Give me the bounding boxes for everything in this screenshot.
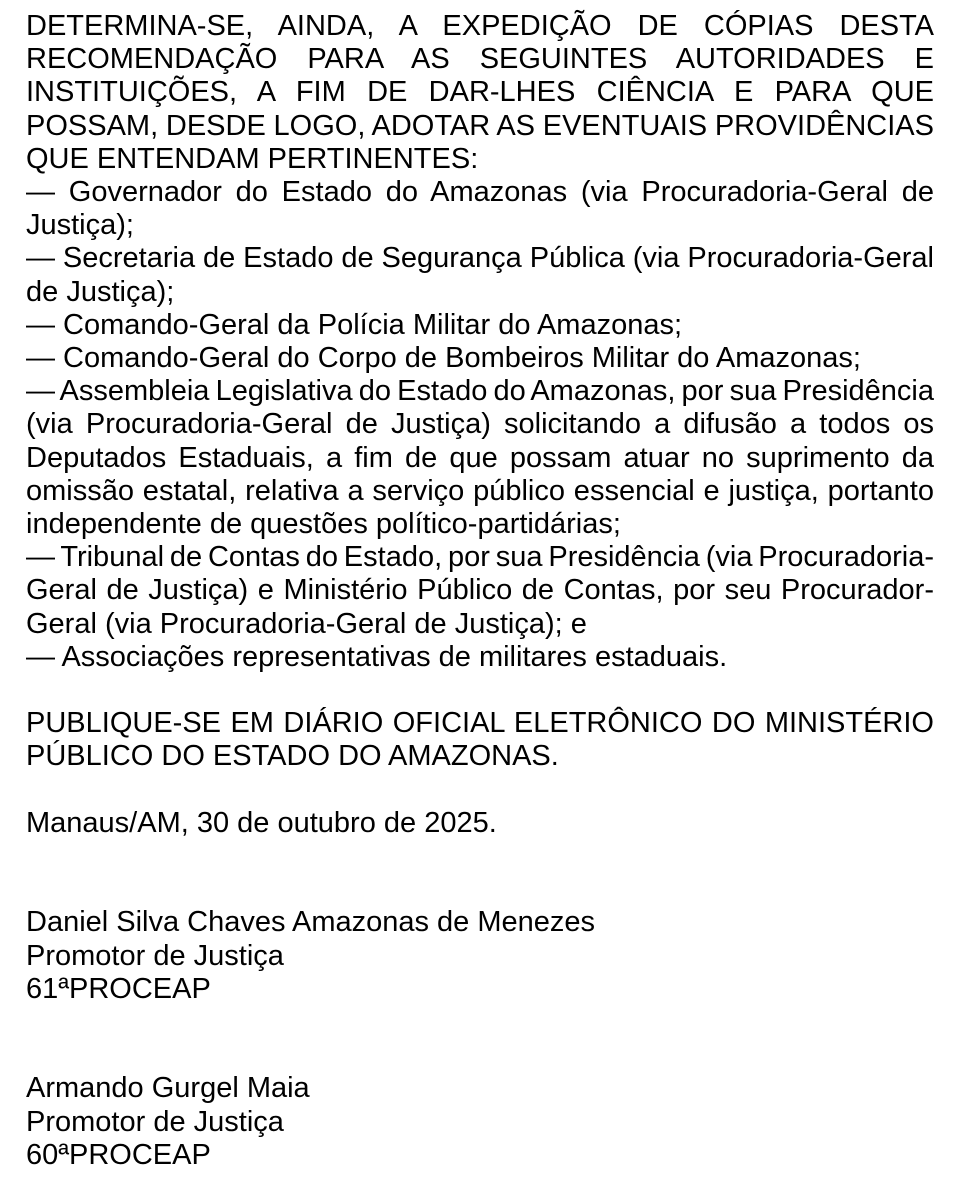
recipient-military-associations xyxy=(26,641,934,674)
text-line: Promotor de Justiça xyxy=(26,939,284,972)
recipient-public-security-secretariat xyxy=(26,242,934,308)
expedition-directive xyxy=(26,10,934,176)
recipient-legislative-assembly xyxy=(26,375,934,541)
text-line: — Assembleia Legislativa do Estado do Amazonas, por sua Presidência xyxy=(26,375,934,408)
text-line: PÚBLICO DO ESTADO DO AMAZONAS. xyxy=(26,740,559,773)
document-page xyxy=(26,10,934,1172)
signature-daniel-silva-chaves xyxy=(26,906,934,1006)
text-line: POSSAM, DESDE LOGO, ADOTAR AS EVENTUAIS PROVIDÊNCIAS xyxy=(26,109,934,142)
text-line: — Secretaria de Estado de Segurança Pública (via Procuradoria-Geral xyxy=(26,242,934,275)
text-line: Manaus/AM, 30 de outubro de 2025. xyxy=(26,806,497,839)
recipient-court-of-accounts xyxy=(26,541,934,641)
text-line: 60ªPROCEAP xyxy=(26,1138,211,1171)
text-line: — Associações representativas de militares estaduais. xyxy=(26,640,728,673)
text-line: Geral (via Procuradoria-Geral de Justiça); e xyxy=(26,607,587,640)
text-line: — Comando-Geral da Polícia Militar do Amazonas; xyxy=(26,308,683,341)
text-line: Armando Gurgel Maia xyxy=(26,1072,310,1105)
text-line: DETERMINA-SE, AINDA, A EXPEDIÇÃO DE CÓPIAS DESTA xyxy=(26,10,934,42)
text-line: Daniel Silva Chaves Amazonas de Menezes xyxy=(26,906,596,939)
text-line: — Tribunal de Contas do Estado, por sua Presidência (via Procuradoria- xyxy=(26,541,934,574)
text-line: 61ªPROCEAP xyxy=(26,972,211,1005)
recipient-military-police-command xyxy=(26,309,934,342)
text-line: Geral de Justiça) e Ministério Público de Contas, por seu Procurador- xyxy=(26,574,934,607)
text-line: RECOMENDAÇÃO PARA AS SEGUINTES AUTORIDADES E xyxy=(26,43,934,76)
text-line: de Justiça); xyxy=(26,275,175,308)
text-line: — Governador do Estado do Amazonas (via Procuradoria-Geral de xyxy=(26,176,934,209)
text-line: (via Procuradoria-Geral de Justiça) solicitando a difusão a todos os xyxy=(26,408,934,441)
text-line: Promotor de Justiça xyxy=(26,1105,284,1138)
text-line: omissão estatal, relativa a serviço público essencial e justiça, portanto xyxy=(26,474,934,507)
text-line: QUE ENTENDAM PERTINENTES: xyxy=(26,142,479,175)
dateline xyxy=(26,807,934,840)
text-line: PUBLIQUE-SE EM DIÁRIO OFICIAL ELETRÔNICO DO MINISTÉRIO xyxy=(26,707,934,740)
text-line: independente de questões político-partidárias; xyxy=(26,508,621,541)
publication-order xyxy=(26,707,934,773)
recipient-fire-brigade-command xyxy=(26,342,934,375)
text-line: INSTITUIÇÕES, A FIM DE DAR-LHES CIÊNCIA E PARA QUE xyxy=(26,76,934,109)
signature-armando-gurgel-maia xyxy=(26,1072,934,1172)
text-line: — Comando-Geral do Corpo de Bombeiros Militar do Amazonas; xyxy=(26,342,861,375)
recipient-governor xyxy=(26,176,934,242)
text-line: Deputados Estaduais, a fim de que possam atuar no suprimento da xyxy=(26,441,934,474)
text-line: Justiça); xyxy=(26,209,134,242)
